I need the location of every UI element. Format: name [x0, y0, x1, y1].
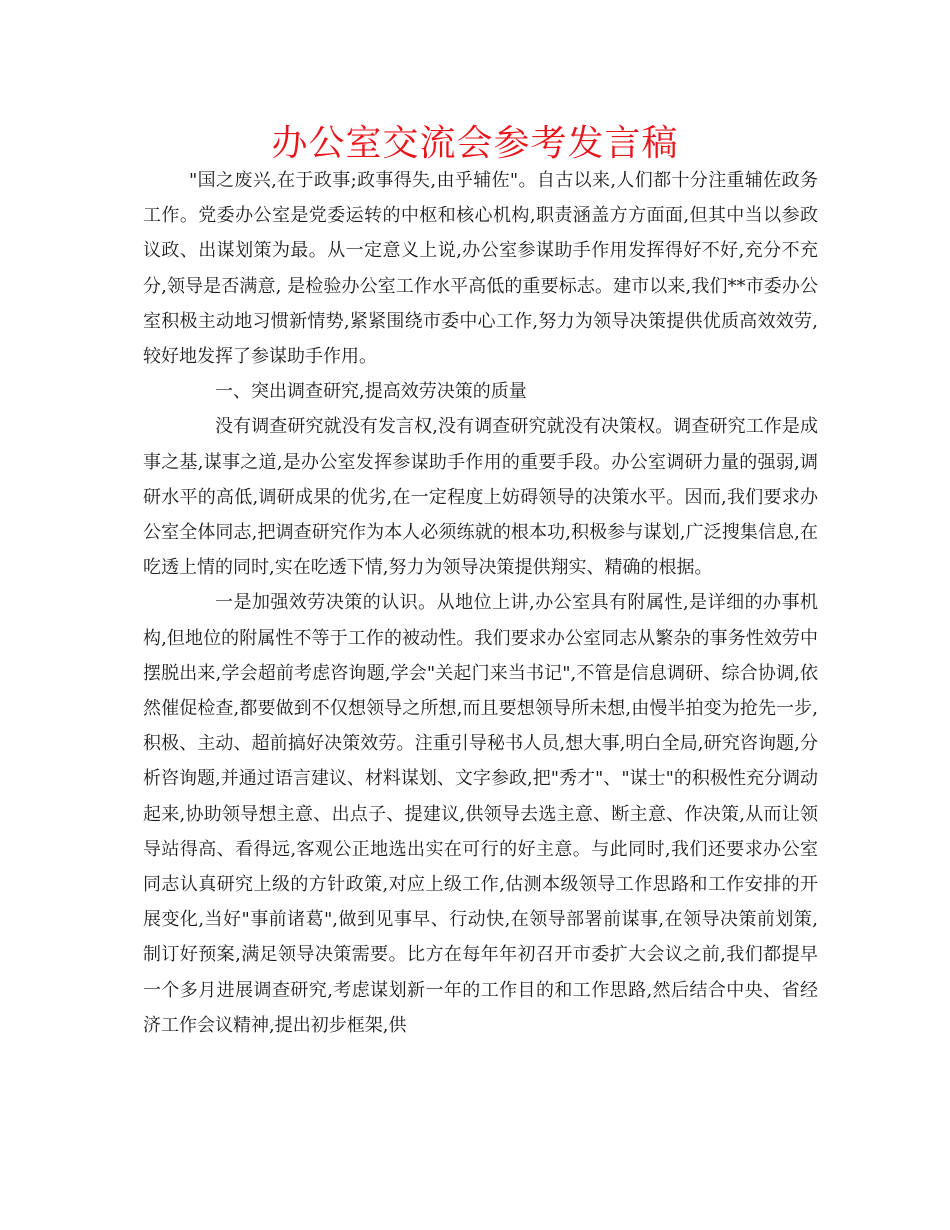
- document-body: [143, 163, 818, 1043]
- document-title: 办公室交流会参考发言稿: [271, 123, 679, 164]
- paragraph-research: 没有调查研究就没有发言权,没有调查研究就没有决策权。调查研究工作是成事之基,谋事之道,是办公室发挥参谋助手作用的重要手段。办公室调研力量的强弱,调研水平的高低,调研成果的优劣,在一定程度上妨碍领导的决策水平。因而,我们要求办公室全体同志,把调查研究作为本人必须练就的根本功,积极参与谋划,广泛搜集信息,在吃透上情的同时,实在吃透下情,努力为领导决策提供翔实、精确的根据。: [143, 416, 818, 579]
- paragraph-awareness: 一是加强效劳决策的认识。从地位上讲,办公室具有附属性,是详细的办事机构,但地位的附属性不等于工作的被动性。我们要求办公室同志从繁杂的事务性效劳中摆脱出来,学会超前考虑咨询题,学会"关起门来当书记",不管是信息调研、综合协调,依然催促检查,都要做到不仅想领导之所想,而且要想领导所未想,由慢半拍变为抢先一步,积极、主动、超前搞好决策效劳。注重引导秘书人员,想大事,明白全局,研究咨询题,分析咨询题,并通过语言建议、材料谋划、文字参政,把"秀才"、"谋士"的积极性充分调动起来,协助领导想主意、出点子、提建议,供领导去选主意、断主意、作决策,从而让领导站得高、看得远,客观公正地选出实在可行的好主意。与此同时,我们还要求办公室同志认真研究上级的方针政策,对应上级工作,估测本级领导工作思路和工作安排的开展变化,当好"事前诸葛",做到见事早、行动快,在领导部署前谋事,在领导决策前划策,制订好预案,满足领导决策需要。比方在每年年初召开市委扩大会议之前,我们都提早一个多月进展调查研究,考虑谋划新一年的工作目的和工作思路,然后结合中央、省经济工作会议精神,提出初步框架,供: [143, 592, 818, 1036]
- section-heading: 一、突出调查研究,提高效劳决策的质量: [215, 381, 527, 403]
- paragraph-intro: "国之废兴,在于政事;政事得失,由乎辅佐"。自古以来,人们都十分注重辅佐政务工作。党委办公室是党委运转的中枢和核心机构,职责涵盖方方面面,但其中当以参政议政、出谋划策为最。从一定意义上说,办公室参谋助手作用发挥得好不好,充分不充分,领导是否满意, 是检验办公室工作水平高低的重要标志。建市以来,我们**市委办公室积极主动地习惯新情势,紧紧围绕市委中心工作,努力为领导决策提供优质高效效劳,较好地发挥了参谋助手作用。: [143, 170, 818, 368]
